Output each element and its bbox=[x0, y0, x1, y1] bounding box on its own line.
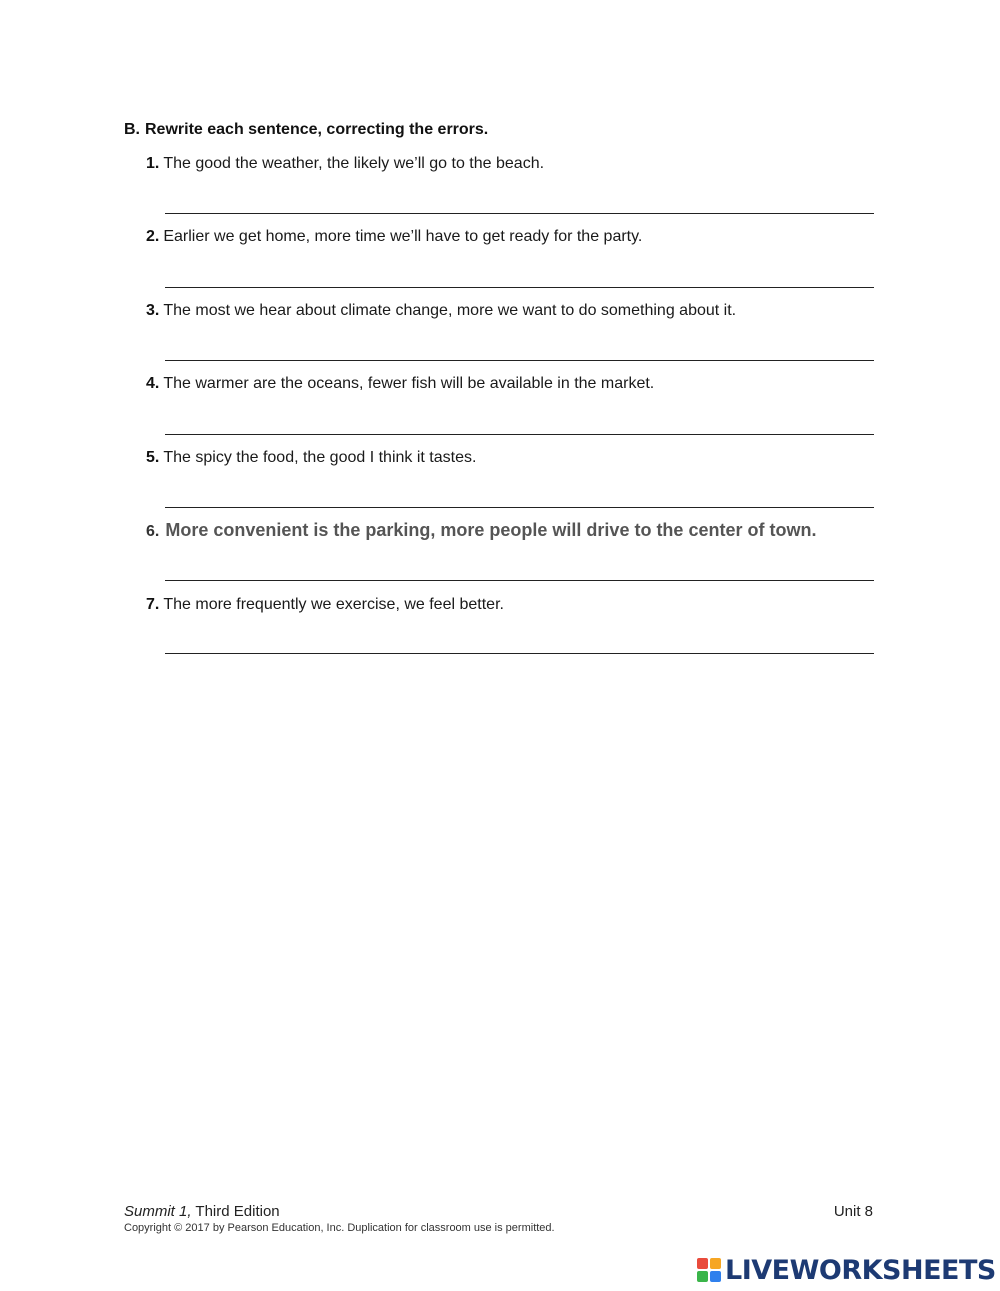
section-letter: B. bbox=[124, 121, 140, 138]
item-number: 3. bbox=[146, 302, 160, 319]
exercise-item-4 bbox=[146, 375, 876, 393]
live-blocks-icon bbox=[697, 1258, 721, 1282]
exercise-item-5 bbox=[146, 449, 876, 467]
section-heading bbox=[124, 121, 488, 139]
answer-line-3[interactable] bbox=[165, 360, 874, 361]
unit-label: Unit 8 bbox=[833, 1203, 873, 1220]
exercise-item-3 bbox=[146, 302, 876, 320]
exercise-item-6 bbox=[146, 520, 876, 541]
item-sentence: The more frequently we exercise, we feel better. bbox=[163, 596, 504, 613]
answer-line-2[interactable] bbox=[165, 287, 874, 288]
item-number: 1. bbox=[146, 155, 160, 172]
brand-name: LIVEWORKSHEETS bbox=[725, 1254, 996, 1286]
section-instruction: Rewrite each sentence, correcting the errors. bbox=[145, 121, 489, 138]
copyright-notice: Copyright © 2017 by Pearson Education, Inc. Duplication for classroom use is permitted. bbox=[124, 1222, 555, 1234]
item-sentence: Earlier we get home, more time we’ll have to get ready for the party. bbox=[163, 228, 643, 245]
item-number: 2. bbox=[146, 228, 160, 245]
item-number: 5. bbox=[146, 449, 160, 466]
book-title: Summit 1, bbox=[124, 1203, 192, 1220]
answer-line-5[interactable] bbox=[165, 507, 874, 508]
footer-book bbox=[124, 1203, 280, 1220]
answer-line-7[interactable] bbox=[165, 653, 874, 654]
liveworksheets-brand bbox=[697, 1254, 996, 1286]
item-sentence: The most we hear about climate change, more we want to do something about it. bbox=[163, 302, 737, 319]
item-number: 4. bbox=[146, 375, 160, 392]
answer-line-1[interactable] bbox=[165, 213, 874, 214]
exercise-item-2 bbox=[146, 228, 876, 246]
item-number: 7. bbox=[146, 596, 160, 613]
item-sentence: More convenient is the parking, more people will drive to the center of town. bbox=[165, 520, 817, 540]
exercise-item-1 bbox=[146, 155, 876, 173]
answer-line-4[interactable] bbox=[165, 434, 874, 435]
book-edition: Third Edition bbox=[195, 1203, 280, 1220]
item-sentence: The spicy the food, the good I think it tastes. bbox=[163, 449, 477, 466]
item-number: 6. bbox=[146, 523, 160, 540]
exercise-item-7 bbox=[146, 596, 876, 614]
answer-line-6[interactable] bbox=[165, 580, 874, 581]
item-sentence: The good the weather, the likely we’ll go to the beach. bbox=[163, 155, 545, 172]
item-sentence: The warmer are the oceans, fewer fish will be available in the market. bbox=[163, 375, 655, 392]
